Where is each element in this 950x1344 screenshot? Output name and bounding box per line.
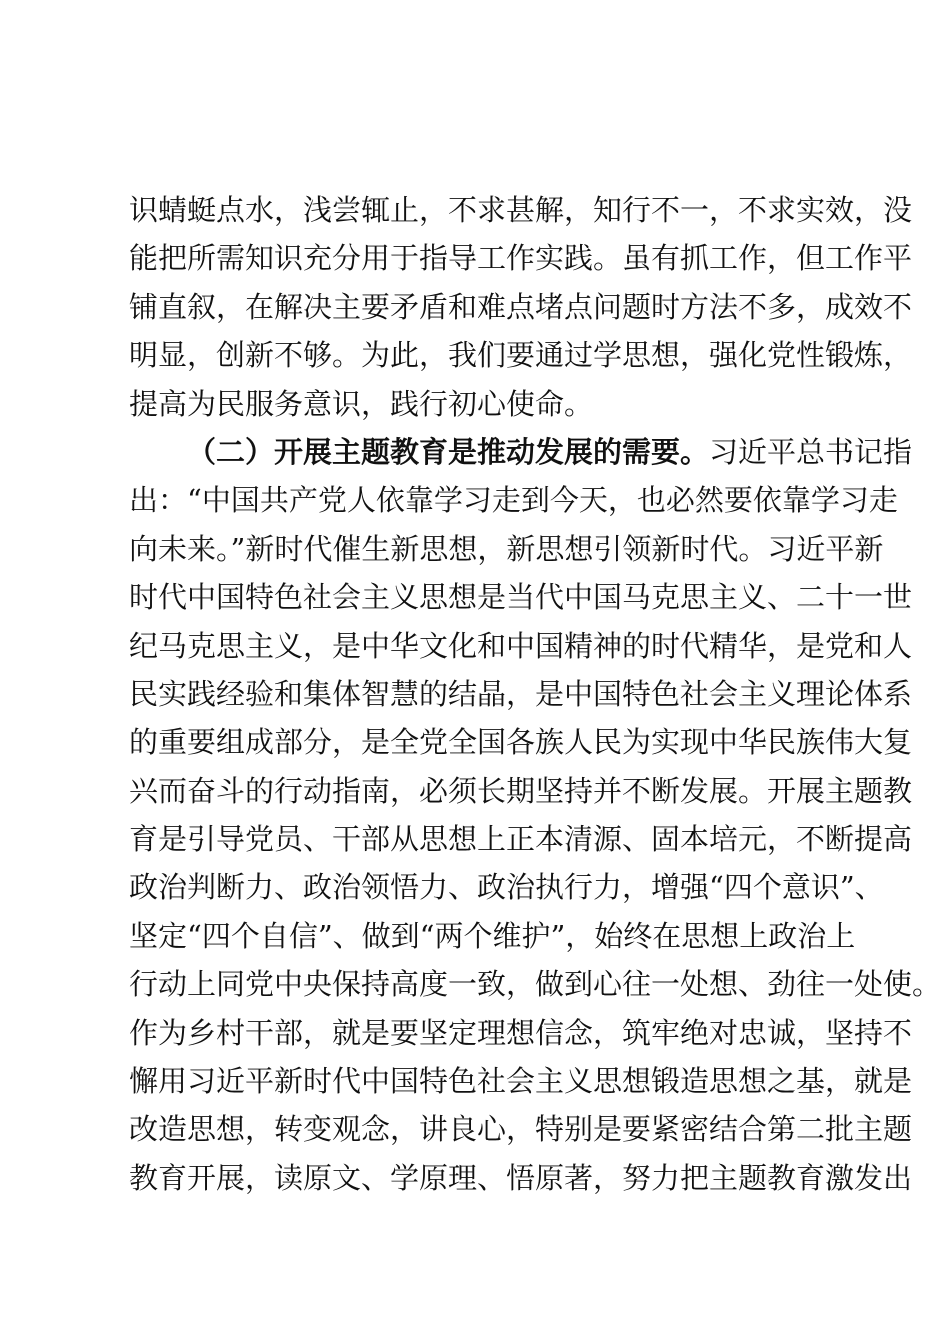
paragraph-line: 坚定“四个自信”、做到“两个维护”，始终在思想上政治上 [129,918,856,953]
paragraph-line: 改造思想，转变观念，讲良心，特别是要紧密结合第二批主题 [129,1112,913,1147]
paragraph-line: 政治判断力、政治领悟力、政治执行力，增强“四个意识”、 [129,870,884,905]
section-heading: （二）开展主题教育是推动发展的需要。 [187,434,710,469]
paragraph-line: 兴而奋斗的行动指南，必须长期坚持并不断发展。开展主题教 [129,773,913,808]
paragraph-line: 民实践经验和集体智慧的结晶，是中国特色社会主义理论体系 [129,676,913,711]
paragraph-1 [129,186,913,428]
paragraph-first-line [129,428,913,476]
paragraph-line: 行动上同党中央保持高度一致，做到心往一处想、劲往一处使。 [129,967,942,1002]
paragraph-line: 教育开展，读原文、学原理、悟原著，努力把主题教育激发出 [129,1160,913,1195]
paragraph-2 [129,428,942,1202]
paragraph-line: 出：“中国共产党人依靠学习走到今天，也必然要依靠学习走 [129,483,898,518]
paragraph-line: 明显，创新不够。为此，我们要通过学思想，强化党性锻炼， [129,338,913,373]
document-body [129,186,942,1202]
paragraph-line: 育是引导党员、干部从思想上正本清源、固本培元，不断提高 [129,822,913,857]
paragraph-line: 时代中国特色社会主义思想是当代中国马克思主义、二十一世 [129,580,913,615]
paragraph-line: 纪马克思主义，是中华文化和中国精神的时代精华，是党和人 [129,628,913,663]
heading-continuation: 习近平总书记指 [709,434,913,469]
paragraph-line: 能把所需知识充分用于指导工作实践。虽有抓工作，但工作平 [129,241,913,276]
paragraph-line: 作为乡村干部，就是要坚定理想信念，筑牢绝对忠诚，坚持不 [129,1015,913,1050]
paragraph-line: 铺直叙，在解决主要矛盾和难点堵点问题时方法不多，成效不 [129,289,913,324]
paragraph-line: 懈用习近平新时代中国特色社会主义思想锻造思想之基，就是 [129,1064,913,1099]
paragraph-line: 向未来。”新时代催生新思想，新思想引领新时代。习近平新 [129,531,884,566]
paragraph-line: 提高为民服务意识，践行初心使命。 [129,386,594,421]
paragraph-line: 的重要组成部分，是全党全国各族人民为实现中华民族伟大复 [129,725,913,760]
paragraph-line: 识蜻蜓点水，浅尝辄止，不求甚解，知行不一，不求实效，没 [129,193,913,227]
